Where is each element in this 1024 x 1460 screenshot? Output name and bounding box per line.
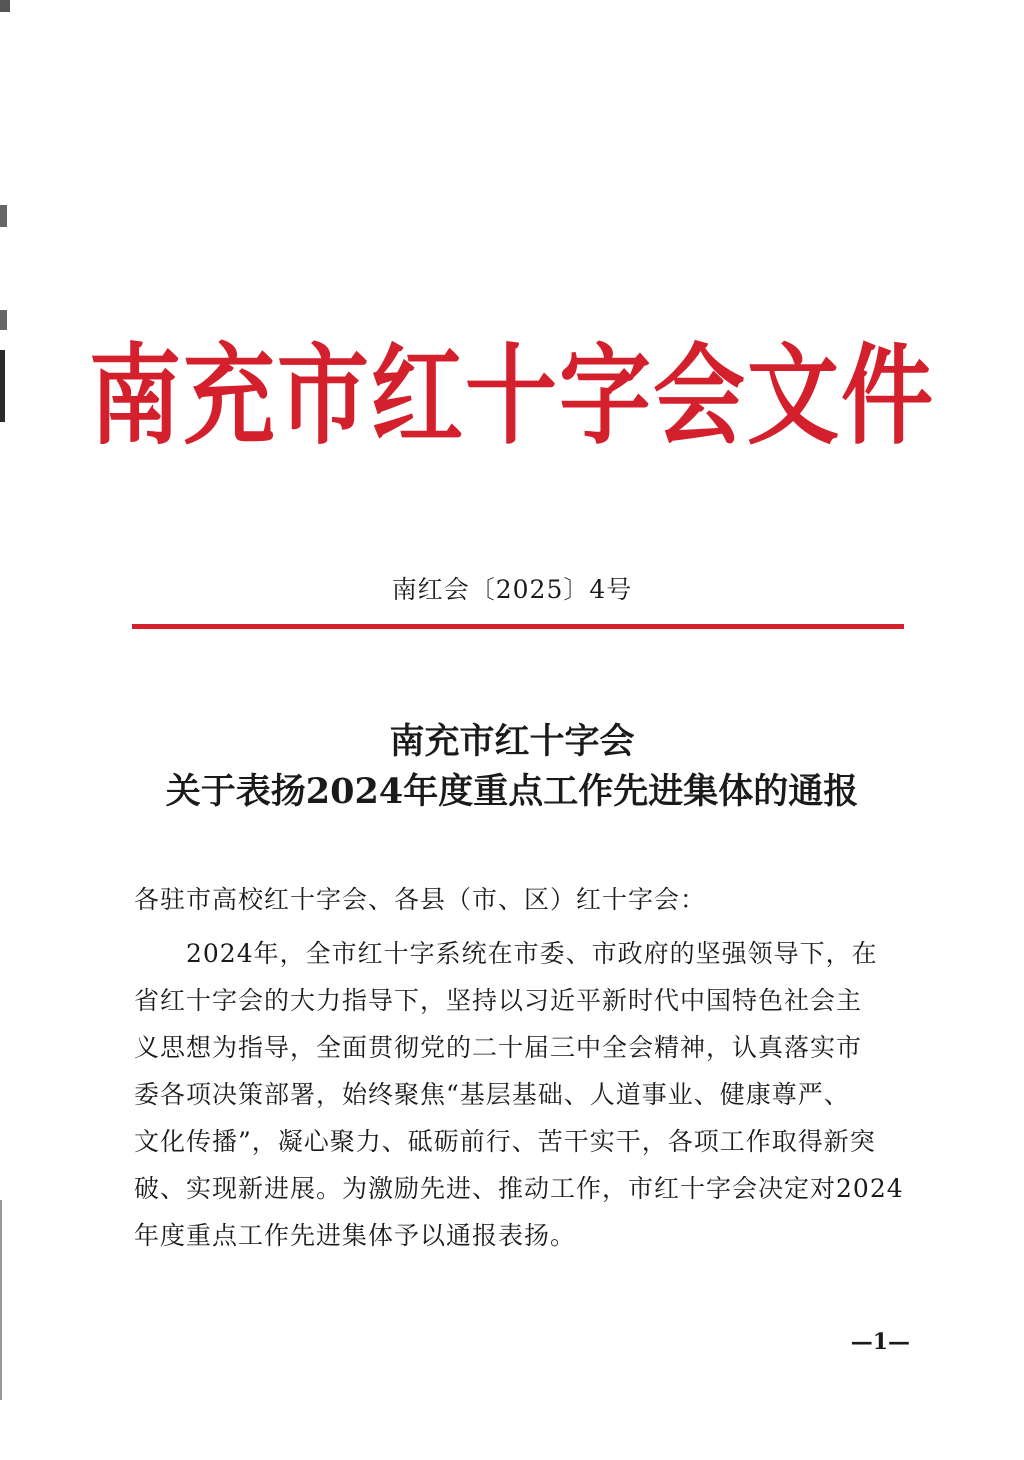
notice-title-line-2: 关于表扬2024年度重点工作先进集体的通报 [165, 771, 859, 812]
body-paragraph [134, 930, 914, 1259]
body-line: 破、实现新进展。为激励先进、推动工作，市红十字会决定对2024 [134, 1174, 904, 1203]
scan-edge-mark [0, 1200, 2, 1400]
body-line: 2024年，全市红十字系统在市委、市政府的坚强领导下，在 [186, 939, 878, 968]
body-line: 义思想为指导，全面贯彻党的二十届三中全会精神，认真落实市 [134, 1033, 863, 1062]
body-line: 文化传播”，凝心聚力、砥砺前行、苦干实干，各项工作取得新突 [134, 1127, 876, 1156]
body-line: 委各项决策部署，始终聚焦“基层基础、人道事业、健康尊严、 [134, 1080, 850, 1109]
scan-edge-mark [0, 205, 7, 227]
body-line: 年度重点工作先进集体予以通报表扬。 [134, 1221, 577, 1250]
document-header-title: 南充市红十字会文件 [88, 333, 935, 460]
scan-edge-mark [0, 310, 7, 330]
body-line: 省红十字会的大力指导下，坚持以习近平新时代中国特色社会主 [134, 986, 863, 1015]
document-number: 南红会〔2025〕4号 [391, 575, 633, 604]
scan-edge-mark [0, 0, 10, 12]
notice-title-line-1: 南充市红十字会 [389, 721, 635, 762]
red-divider-line [132, 624, 904, 629]
salutation: 各驻市高校红十字会、各县（市、区）红十字会： [134, 885, 707, 914]
page-number: —1— [850, 1329, 910, 1355]
